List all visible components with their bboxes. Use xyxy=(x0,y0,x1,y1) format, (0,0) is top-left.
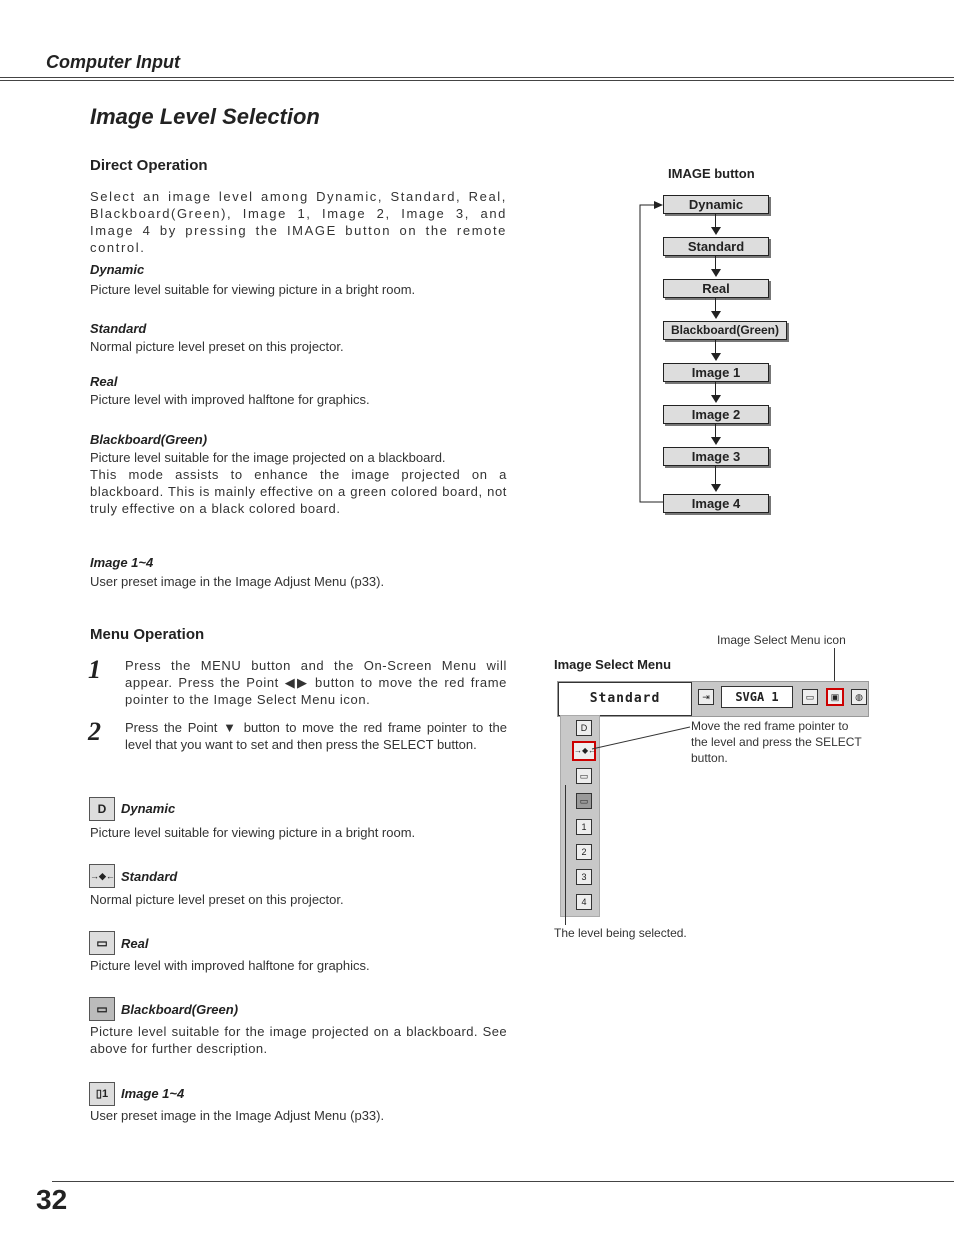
flow-box-standard: Standard xyxy=(663,237,769,256)
input-icon: ⇥ xyxy=(698,689,714,705)
item-desc-extra: This mode assists to enhance the image projected on a blackboard. This is mainly effective on a green colored board, not truly effective on a black colored board. xyxy=(90,467,507,516)
step-number: 2 xyxy=(88,717,101,746)
item-desc: User preset image in the Image Adjust Menu (p33). xyxy=(90,574,385,589)
flow-title: IMAGE button xyxy=(668,166,755,181)
item-title: Real xyxy=(121,936,149,951)
item-title: Standard xyxy=(121,869,178,884)
figure-label: Image Select Menu xyxy=(554,657,672,672)
item-desc: Picture level suitable for the image projected on a blackboard. See above for further description. xyxy=(90,1024,507,1056)
flow-arrow-head xyxy=(711,227,721,235)
image-3-icon[interactable]: 3 xyxy=(576,869,592,885)
flow-box-dynamic: Dynamic xyxy=(663,195,769,214)
section-title: Computer Input xyxy=(46,52,180,72)
icon-leader-line xyxy=(834,648,835,685)
flow-box-image3: Image 3 xyxy=(663,447,769,466)
image-2-icon[interactable]: 2 xyxy=(576,844,592,860)
flow-box-real: Real xyxy=(663,279,769,298)
source-display: SVGA 1 xyxy=(721,686,793,708)
flow-loop-arrow xyxy=(630,195,670,511)
direct-intro: Select an image level among Dynamic, Standard, Real, Blackboard(Green), Image 1, Image 2, Image 3, and Image 4 by pressing the IMAGE button on the remote control. xyxy=(90,189,507,255)
flow-box-blackboard-color: (Green) xyxy=(736,323,780,337)
item-title: Image 1~4 xyxy=(90,555,154,570)
image-1-icon[interactable]: 1 xyxy=(576,819,592,835)
item-desc: Normal picture level preset on this projector. xyxy=(90,339,344,354)
page-title: Image Level Selection xyxy=(90,104,320,129)
dynamic-icon[interactable]: D xyxy=(576,720,592,736)
item-title: Image 1~4 xyxy=(121,1086,185,1101)
dynamic-icon: D xyxy=(89,797,115,821)
standard-icon[interactable]: →◆← xyxy=(572,741,596,761)
flow-arrow xyxy=(715,382,716,396)
flow-box-image2: Image 2 xyxy=(663,405,769,424)
item-title: Dynamic xyxy=(90,262,145,277)
page-number: 32 xyxy=(36,1184,68,1215)
pointer-leader-line xyxy=(590,725,695,755)
flow-arrow xyxy=(715,340,716,354)
footer-rule xyxy=(52,1181,954,1182)
item-title: Dynamic xyxy=(121,801,176,816)
image-4-icon[interactable]: 4 xyxy=(576,894,592,910)
flow-box-image4: Image 4 xyxy=(663,494,769,513)
image-icon: ▯1 xyxy=(89,1082,115,1106)
flow-arrow-head xyxy=(711,353,721,361)
item-desc: Picture level with improved halftone for graphics. xyxy=(90,392,370,407)
item-desc: Picture level with improved halftone for graphics. xyxy=(90,958,370,973)
flow-arrow xyxy=(715,214,716,228)
flow-arrow-head xyxy=(711,395,721,403)
direct-operation-heading: Direct Operation xyxy=(90,157,208,174)
flow-arrow xyxy=(715,424,716,438)
flow-box-image1: Image 1 xyxy=(663,363,769,382)
image-select-menu-icon[interactable]: ▣ xyxy=(826,688,844,706)
step-number: 1 xyxy=(88,655,101,684)
item-desc: Picture level suitable for viewing picture in a bright room. xyxy=(90,282,416,297)
flow-box-blackboard xyxy=(663,321,787,340)
item-title: Real xyxy=(90,374,118,389)
menu-operation-heading: Menu Operation xyxy=(90,626,205,643)
settings-icon: ◍ xyxy=(851,689,867,705)
pointer-note: Move the red frame pointer to the level and press the SELECT button. xyxy=(691,719,862,765)
item-title: Blackboard(Green) xyxy=(90,432,208,447)
item-title: Standard xyxy=(90,321,147,336)
flow-arrow-head xyxy=(711,269,721,277)
flow-arrow xyxy=(715,298,716,312)
item-title: Blackboard(Green) xyxy=(121,1002,239,1017)
item-desc: User preset image in the Image Adjust Menu (p33). xyxy=(90,1108,385,1123)
standard-icon: →◆← xyxy=(89,864,115,888)
blackboard-icon: ▭ xyxy=(89,997,115,1021)
selected-leader-line xyxy=(565,785,566,925)
flow-arrow-head xyxy=(711,484,721,492)
flow-arrow xyxy=(715,466,716,485)
item-desc: Normal picture level preset on this projector. xyxy=(90,892,344,907)
selected-note: The level being selected. xyxy=(554,926,687,940)
header-rule-thin xyxy=(0,80,954,81)
monitor-icon: ▭ xyxy=(802,689,818,705)
blackboard-icon[interactable]: ▭ xyxy=(576,793,592,809)
real-icon: ▭ xyxy=(89,931,115,955)
flow-arrow xyxy=(715,256,716,270)
real-icon[interactable]: ▭ xyxy=(576,768,592,784)
header-rule xyxy=(0,77,954,78)
flow-arrow-head xyxy=(711,311,721,319)
item-desc: Picture level suitable for viewing picture in a bright room. xyxy=(90,825,416,840)
flow-arrow-head xyxy=(711,437,721,445)
current-mode-display: Standard xyxy=(558,682,692,716)
step-text: Press the Point ▼ button to move the red frame pointer to the level that you want to set and then press the SELECT button. xyxy=(125,720,507,752)
step-text: Press the MENU button and the On-Screen Menu will appear. Press the Point ◀▶ button to move the red frame pointer to the Image Select Menu icon. xyxy=(125,658,507,707)
item-desc: Picture level suitable for the image projected on a blackboard. xyxy=(90,450,446,465)
flow-box-blackboard-label: Blackboard xyxy=(670,323,737,337)
icon-label: Image Select Menu icon xyxy=(717,633,846,647)
